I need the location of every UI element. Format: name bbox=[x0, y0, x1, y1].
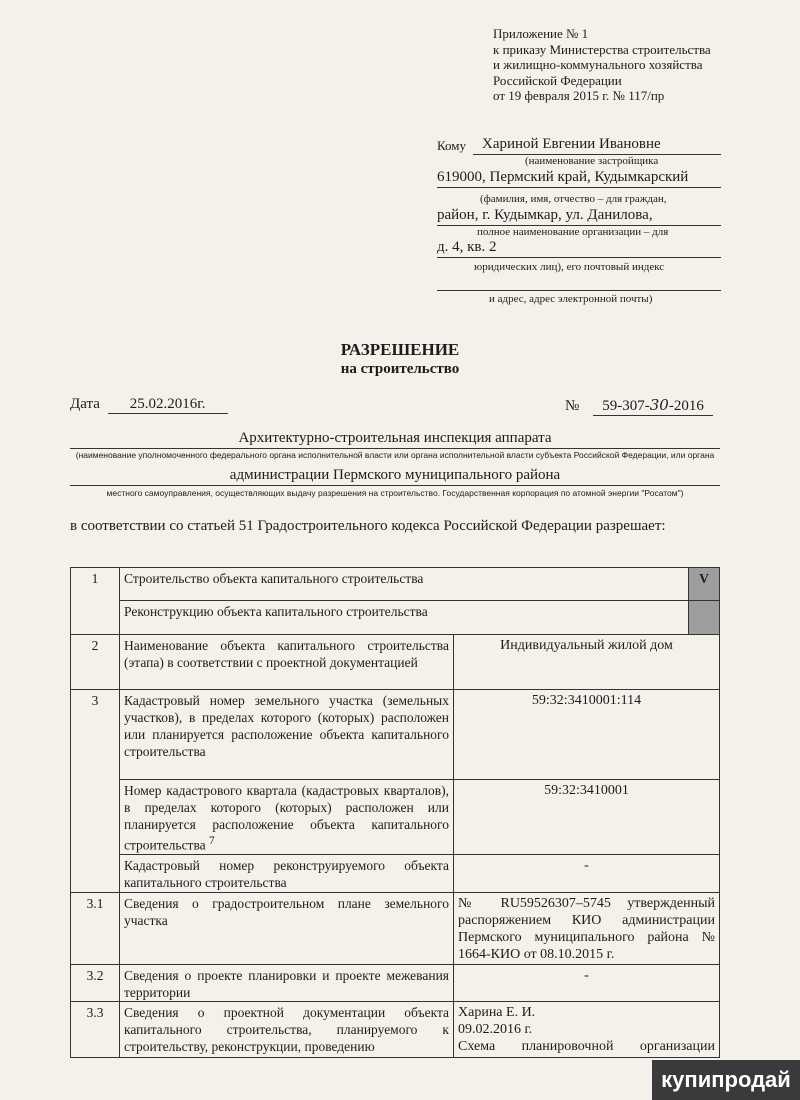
row-value: № RU59526307–5745 утвержденный распоряжением КИО администрации Пермского муниципального района № 1664-КИО от 08.10.2015 г. bbox=[454, 892, 720, 964]
row-number: 3.2 bbox=[71, 964, 120, 1001]
authority-caption: местного самоуправления, осуществляющих выдачу разрешения на строительство. Государственная корпорация по атомной энергии "Росатом") bbox=[106, 488, 684, 498]
value-word: планировочной bbox=[521, 1038, 614, 1054]
appendix-header bbox=[493, 26, 711, 104]
caption: и адрес, адрес электронной почты) bbox=[489, 293, 653, 305]
table-row bbox=[71, 601, 720, 635]
row-label: Наименование объекта капитального строительства (этапа) в соответствии с проектной документацией bbox=[120, 635, 454, 690]
permit-number bbox=[593, 396, 713, 416]
intro-text: в соответствии со статьей 51 Градостроительного кодекса Российской Федерации разрешает: bbox=[70, 518, 666, 534]
appendix-line: Приложение № 1 bbox=[493, 26, 589, 41]
table-row bbox=[71, 964, 720, 1001]
row-label: Сведения о проекте планировки и проекте межевания территории bbox=[120, 964, 454, 1001]
row-value: 59:32:3410001 bbox=[454, 780, 720, 855]
underline bbox=[437, 257, 721, 258]
row-number: 2 bbox=[71, 635, 120, 690]
caption: (наименование застройщика bbox=[525, 155, 659, 167]
row-number: 3 bbox=[71, 690, 120, 893]
row-label: Строительство объекта капитального строительства bbox=[120, 568, 689, 601]
date-value: 25.02.2016г. bbox=[108, 396, 228, 414]
appendix-line: к приказу Министерства строительства bbox=[493, 41, 711, 57]
recipient-address: 619000, Пермский край, Кудымкарский bbox=[437, 169, 689, 185]
row-label: Сведения о градостроительном плане земельного участка bbox=[120, 892, 454, 964]
appendix-line: Российской Федерации bbox=[493, 72, 622, 88]
value-line: Харина Е. И. bbox=[458, 1004, 536, 1020]
row-value: Индивидуальный жилой дом bbox=[454, 635, 720, 690]
permit-table bbox=[70, 567, 720, 1058]
row-label-text: Номер кадастрового квартала (кадастровых кварталов), в пределах которого (которых) расположен или планируется расположение объекта капитального строительства bbox=[124, 783, 449, 853]
row-value: 59:32:3410001:114 bbox=[454, 690, 720, 780]
footnote-mark: 7 bbox=[209, 835, 215, 847]
row-label bbox=[120, 780, 454, 855]
underline bbox=[70, 448, 720, 449]
row-value: - bbox=[454, 964, 720, 1001]
underline bbox=[437, 290, 721, 291]
caption: юридических лиц), его почтовый индекс bbox=[474, 261, 665, 273]
table-row bbox=[71, 892, 720, 964]
table-row bbox=[71, 780, 720, 855]
table-row bbox=[71, 690, 720, 780]
checkmark-cell bbox=[689, 601, 720, 635]
checkmark-cell: V bbox=[689, 568, 720, 601]
row-label: Реконструкцию объекта капитального строительства bbox=[120, 601, 689, 635]
recipient-address: д. 4, кв. 2 bbox=[437, 239, 497, 255]
appendix-line: и жилищно-коммунального хозяйства bbox=[493, 57, 703, 72]
table-row bbox=[71, 854, 720, 892]
authority-caption: (наименование уполномоченного федерального органа исполнительной власти или органа исполнительной власти субъекта Российской Федерации, или органа bbox=[75, 450, 715, 460]
table-row bbox=[71, 1001, 720, 1057]
recipient-name: Хариной Евгении Ивановне bbox=[482, 136, 661, 152]
row-label: Кадастровый номер земельного участка (земельных участков), в пределах которого (которых) расположен или планируется расположение объекта капитального строительства bbox=[120, 690, 454, 780]
number-row bbox=[565, 396, 713, 416]
number-prefix: 59-307- bbox=[602, 398, 650, 414]
row-number: 3.3 bbox=[71, 1001, 120, 1057]
document-title: РАЗРЕШЕНИЕ bbox=[340, 340, 460, 359]
watermark-logo: купипродай bbox=[652, 1060, 800, 1100]
value-line bbox=[458, 1038, 715, 1055]
date-label: Дата bbox=[70, 396, 100, 412]
document-subtitle: на строительство bbox=[340, 361, 460, 377]
row-number: 3.1 bbox=[71, 892, 120, 964]
caption: (фамилия, имя, отчество – для граждан, bbox=[480, 193, 667, 205]
recipient-address: район, г. Кудымкар, ул. Данилова, bbox=[437, 207, 653, 223]
underline bbox=[437, 187, 721, 188]
table-row bbox=[71, 635, 720, 690]
to-label: Кому bbox=[437, 138, 467, 153]
number-suffix: -2016 bbox=[668, 398, 704, 414]
value-word: Схема bbox=[458, 1038, 496, 1054]
table-row bbox=[71, 568, 720, 601]
row-label: Сведения о проектной документации объекта капитального строительства, планируемого к строительству, реконструкции, проведению bbox=[120, 1001, 454, 1057]
caption: полное наименование организации – для bbox=[477, 226, 669, 238]
row-label: Кадастровый номер реконструируемого объекта капитального строительства bbox=[120, 854, 454, 892]
number-handwritten: 30 bbox=[649, 396, 669, 414]
number-label: № bbox=[565, 398, 580, 414]
row-value bbox=[454, 1001, 720, 1057]
authority-line: Архитектурно-строительная инспекция аппарата bbox=[238, 430, 552, 446]
row-number: 1 bbox=[71, 568, 120, 635]
date-row bbox=[70, 396, 228, 414]
value-word: организации bbox=[639, 1038, 715, 1054]
underline bbox=[70, 485, 720, 486]
appendix-line: от 19 февраля 2015 г. № 117/пр bbox=[493, 88, 665, 103]
row-value: - bbox=[454, 854, 720, 892]
value-line: 09.02.2016 г. bbox=[458, 1021, 533, 1037]
authority-line: администрации Пермского муниципального района bbox=[229, 467, 561, 483]
